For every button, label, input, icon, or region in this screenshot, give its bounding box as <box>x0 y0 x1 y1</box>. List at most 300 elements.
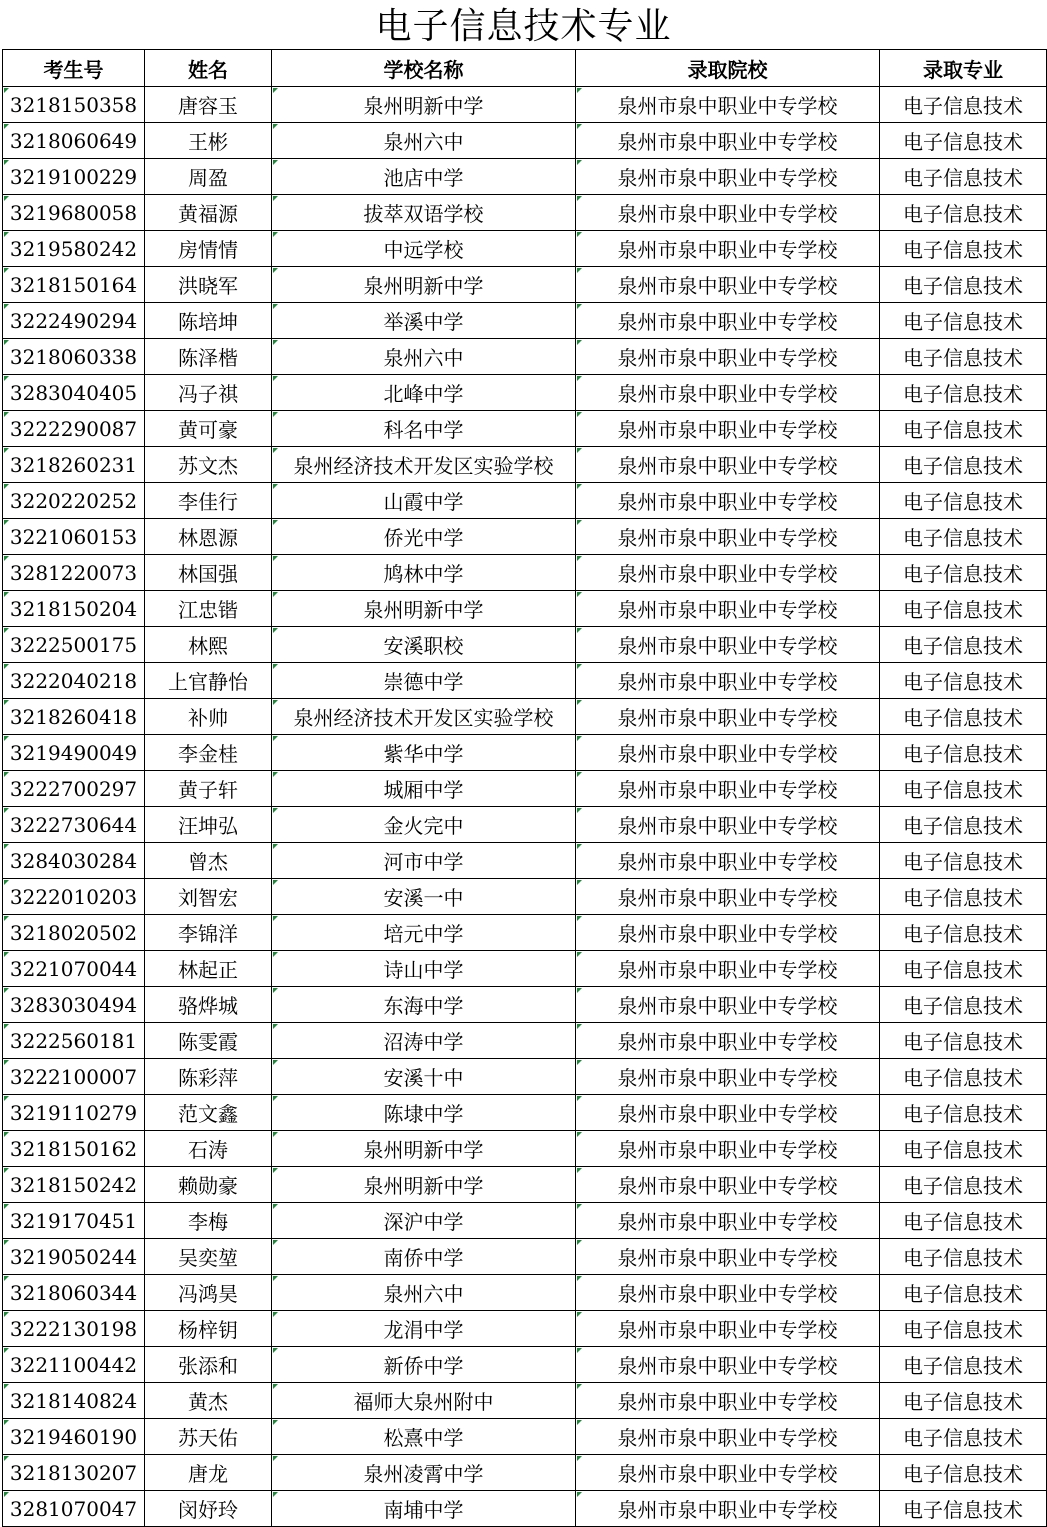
cell-school[interactable] <box>272 1383 576 1419</box>
cell-admitted-school[interactable] <box>576 1239 880 1275</box>
cell-admitted-major[interactable] <box>880 1419 1047 1455</box>
cell-school[interactable] <box>272 1023 576 1059</box>
header-admitted-major[interactable]: 录取专业 <box>880 50 1047 87</box>
cell-name[interactable] <box>145 483 272 519</box>
cell-admitted-school[interactable] <box>576 627 880 663</box>
cell-admitted-school[interactable] <box>576 1455 880 1491</box>
cell-admitted-school[interactable] <box>576 951 880 987</box>
cell-text: 松熹中学 <box>383 1426 464 1450</box>
cell-admitted-major[interactable] <box>880 123 1047 159</box>
table-row <box>3 375 1047 411</box>
cell-exam-id[interactable] <box>3 555 145 591</box>
cell-admitted-school[interactable] <box>576 411 880 447</box>
cell-admitted-school[interactable] <box>576 87 880 123</box>
cell-text: 林起正 <box>178 958 238 982</box>
cell-admitted-school[interactable] <box>576 1059 880 1095</box>
error-indicator-icon <box>273 1456 278 1461</box>
cell-exam-id[interactable] <box>3 159 145 195</box>
cell-name[interactable] <box>145 1095 272 1131</box>
header-school[interactable]: 学校名称 <box>272 50 576 87</box>
table-row <box>3 1167 1047 1203</box>
cell-school[interactable] <box>272 267 576 303</box>
cell-name[interactable] <box>145 231 272 267</box>
cell-name[interactable] <box>145 1131 272 1167</box>
cell-exam-id[interactable] <box>3 663 145 699</box>
cell-exam-id[interactable] <box>3 1311 145 1347</box>
cell-admitted-major[interactable] <box>880 267 1047 303</box>
cell-name[interactable] <box>145 339 272 375</box>
cell-exam-id[interactable] <box>3 195 145 231</box>
cell-name[interactable] <box>145 771 272 807</box>
cell-admitted-school[interactable] <box>576 1347 880 1383</box>
cell-admitted-school[interactable] <box>576 1275 880 1311</box>
cell-name[interactable] <box>145 87 272 123</box>
error-indicator-icon <box>273 1492 278 1497</box>
cell-school[interactable] <box>272 1491 576 1527</box>
cell-name[interactable] <box>145 879 272 915</box>
cell-school[interactable] <box>272 1419 576 1455</box>
cell-exam-id[interactable] <box>3 807 145 843</box>
cell-name[interactable] <box>145 1203 272 1239</box>
cell-exam-id[interactable] <box>3 627 145 663</box>
cell-admitted-school[interactable] <box>576 555 880 591</box>
cell-school[interactable] <box>272 735 576 771</box>
cell-admitted-school[interactable] <box>576 1491 880 1527</box>
cell-admitted-school[interactable] <box>576 771 880 807</box>
cell-admitted-major[interactable] <box>880 519 1047 555</box>
cell-exam-id[interactable] <box>3 1419 145 1455</box>
cell-admitted-school[interactable] <box>576 1203 880 1239</box>
cell-exam-id[interactable] <box>3 699 145 735</box>
cell-school[interactable] <box>272 519 576 555</box>
cell-text: 汪坤弘 <box>178 814 238 838</box>
cell-name[interactable] <box>145 1419 272 1455</box>
cell-text: 骆烨城 <box>178 994 238 1018</box>
cell-exam-id[interactable] <box>3 735 145 771</box>
table-row <box>3 915 1047 951</box>
cell-admitted-school[interactable] <box>576 699 880 735</box>
cell-text: 3219110279 <box>9 1100 138 1125</box>
cell-admitted-school[interactable] <box>576 1383 880 1419</box>
cell-admitted-major[interactable] <box>880 339 1047 375</box>
cell-name[interactable] <box>145 303 272 339</box>
cell-text: 池店中学 <box>383 166 464 190</box>
error-indicator-icon <box>4 592 9 597</box>
cell-admitted-major[interactable] <box>880 1167 1047 1203</box>
error-indicator-icon <box>577 412 582 417</box>
cell-text: 电子信息技术 <box>903 922 1023 946</box>
cell-admitted-major[interactable] <box>880 303 1047 339</box>
cell-text: 电子信息技术 <box>903 1318 1023 1342</box>
cell-text: 安溪职校 <box>383 634 464 658</box>
cell-admitted-major[interactable] <box>880 1455 1047 1491</box>
cell-school[interactable] <box>272 1203 576 1239</box>
cell-name[interactable] <box>145 519 272 555</box>
cell-text: 泉州市泉中职业中专学校 <box>617 346 838 370</box>
cell-school[interactable] <box>272 1131 576 1167</box>
cell-exam-id[interactable] <box>3 1347 145 1383</box>
cell-text: 南侨中学 <box>383 1246 464 1270</box>
cell-text: 紫华中学 <box>383 742 464 766</box>
cell-text: 3222700297 <box>9 776 138 801</box>
cell-name[interactable] <box>145 195 272 231</box>
error-indicator-icon <box>4 916 9 921</box>
cell-admitted-school[interactable] <box>576 447 880 483</box>
cell-admitted-major[interactable] <box>880 1275 1047 1311</box>
cell-text: 苏文杰 <box>178 454 238 478</box>
cell-school[interactable] <box>272 303 576 339</box>
cell-school[interactable] <box>272 843 576 879</box>
error-indicator-icon <box>273 124 278 129</box>
cell-school[interactable] <box>272 123 576 159</box>
cell-text: 泉州市泉中职业中专学校 <box>617 526 838 550</box>
cell-school[interactable] <box>272 339 576 375</box>
cell-admitted-major[interactable] <box>880 771 1047 807</box>
error-indicator-icon <box>273 196 278 201</box>
error-indicator-icon <box>577 1384 582 1389</box>
cell-text: 电子信息技术 <box>903 1210 1023 1234</box>
cell-name[interactable] <box>145 627 272 663</box>
table-row <box>3 303 1047 339</box>
header-admitted-school[interactable]: 录取院校 <box>576 50 880 87</box>
cell-text: 李佳行 <box>178 490 238 514</box>
cell-admitted-school[interactable] <box>576 663 880 699</box>
cell-admitted-school[interactable] <box>576 375 880 411</box>
cell-admitted-school[interactable] <box>576 1167 880 1203</box>
cell-name[interactable] <box>145 411 272 447</box>
error-indicator-icon <box>273 376 278 381</box>
cell-exam-id[interactable] <box>3 987 145 1023</box>
cell-text: 泉州市泉中职业中专学校 <box>617 1498 838 1522</box>
error-indicator-icon <box>4 880 9 885</box>
cell-name[interactable] <box>145 1347 272 1383</box>
cell-admitted-school[interactable] <box>576 303 880 339</box>
cell-name[interactable] <box>145 1311 272 1347</box>
cell-exam-id[interactable] <box>3 1095 145 1131</box>
cell-name[interactable] <box>145 375 272 411</box>
cell-admitted-school[interactable] <box>576 987 880 1023</box>
cell-text: 范文鑫 <box>178 1102 238 1126</box>
cell-school[interactable] <box>272 663 576 699</box>
cell-exam-id[interactable] <box>3 1059 145 1095</box>
cell-admitted-major[interactable] <box>880 483 1047 519</box>
cell-admitted-school[interactable] <box>576 591 880 627</box>
cell-admitted-school[interactable] <box>576 843 880 879</box>
cell-exam-id[interactable] <box>3 123 145 159</box>
cell-text: 山霞中学 <box>383 490 464 514</box>
cell-admitted-school[interactable] <box>576 231 880 267</box>
cell-text: 电子信息技术 <box>903 598 1023 622</box>
cell-exam-id[interactable] <box>3 447 145 483</box>
cell-exam-id[interactable] <box>3 591 145 627</box>
cell-exam-id[interactable] <box>3 231 145 267</box>
error-indicator-icon <box>577 1024 582 1029</box>
cell-school[interactable] <box>272 1167 576 1203</box>
cell-school[interactable] <box>272 1059 576 1095</box>
error-indicator-icon <box>4 1060 9 1065</box>
cell-admitted-school[interactable] <box>576 1419 880 1455</box>
cell-name[interactable] <box>145 735 272 771</box>
cell-name[interactable] <box>145 1167 272 1203</box>
cell-school[interactable] <box>272 1239 576 1275</box>
cell-text: 3281220073 <box>9 560 138 585</box>
cell-admitted-school[interactable] <box>576 519 880 555</box>
cell-admitted-school[interactable] <box>576 879 880 915</box>
cell-admitted-school[interactable] <box>576 339 880 375</box>
cell-admitted-major[interactable] <box>880 1023 1047 1059</box>
header-exam-id[interactable]: 考生号 <box>3 50 145 87</box>
cell-name[interactable] <box>145 1239 272 1275</box>
error-indicator-icon <box>4 1456 9 1461</box>
cell-admitted-school[interactable] <box>576 1311 880 1347</box>
cell-exam-id[interactable] <box>3 843 145 879</box>
cell-admitted-major[interactable] <box>880 159 1047 195</box>
cell-name[interactable] <box>145 951 272 987</box>
cell-exam-id[interactable] <box>3 1203 145 1239</box>
cell-admitted-school[interactable] <box>576 195 880 231</box>
cell-school[interactable] <box>272 411 576 447</box>
cell-text: 泉州市泉中职业中专学校 <box>617 310 838 334</box>
error-indicator-icon <box>577 1420 582 1425</box>
cell-admitted-major[interactable] <box>880 1491 1047 1527</box>
cell-admitted-major[interactable] <box>880 915 1047 951</box>
cell-school[interactable] <box>272 447 576 483</box>
cell-admitted-major[interactable] <box>880 375 1047 411</box>
cell-admitted-major[interactable] <box>880 951 1047 987</box>
cell-text: 闵妤玲 <box>178 1498 238 1522</box>
cell-school[interactable] <box>272 987 576 1023</box>
cell-exam-id[interactable] <box>3 879 145 915</box>
error-indicator-icon <box>273 160 278 165</box>
cell-admitted-major[interactable] <box>880 735 1047 771</box>
cell-admitted-major[interactable] <box>880 87 1047 123</box>
cell-admitted-school[interactable] <box>576 1131 880 1167</box>
cell-text: 东海中学 <box>383 994 464 1018</box>
cell-admitted-major[interactable] <box>880 879 1047 915</box>
cell-exam-id[interactable] <box>3 519 145 555</box>
table-row <box>3 1131 1047 1167</box>
cell-exam-id[interactable] <box>3 375 145 411</box>
cell-text: 城厢中学 <box>383 778 464 802</box>
cell-name[interactable] <box>145 807 272 843</box>
cell-admitted-school[interactable] <box>576 1095 880 1131</box>
cell-school[interactable] <box>272 159 576 195</box>
error-indicator-icon <box>577 484 582 489</box>
cell-admitted-major[interactable] <box>880 1311 1047 1347</box>
cell-exam-id[interactable] <box>3 267 145 303</box>
cell-text: 3218060344 <box>9 1280 138 1305</box>
cell-text: 泉州市泉中职业中专学校 <box>617 1318 838 1342</box>
cell-admitted-major[interactable] <box>880 843 1047 879</box>
error-indicator-icon <box>4 1240 9 1245</box>
cell-exam-id[interactable] <box>3 483 145 519</box>
cell-name[interactable] <box>145 1455 272 1491</box>
cell-school[interactable] <box>272 1095 576 1131</box>
cell-school[interactable] <box>272 1347 576 1383</box>
error-indicator-icon <box>4 952 9 957</box>
cell-admitted-major[interactable] <box>880 231 1047 267</box>
cell-exam-id[interactable] <box>3 1383 145 1419</box>
cell-text: 3283030494 <box>9 992 138 1017</box>
cell-exam-id[interactable] <box>3 915 145 951</box>
cell-name[interactable] <box>145 1383 272 1419</box>
cell-text: 鸠林中学 <box>383 562 464 586</box>
cell-exam-id[interactable] <box>3 303 145 339</box>
error-indicator-icon <box>273 844 278 849</box>
error-indicator-icon <box>273 880 278 885</box>
cell-name[interactable] <box>145 843 272 879</box>
cell-school[interactable] <box>272 231 576 267</box>
cell-name[interactable] <box>145 699 272 735</box>
cell-admitted-school[interactable] <box>576 915 880 951</box>
cell-name[interactable] <box>145 1059 272 1095</box>
cell-exam-id[interactable] <box>3 1275 145 1311</box>
table-row <box>3 951 1047 987</box>
cell-text: 泉州六中 <box>383 1282 464 1306</box>
cell-name[interactable] <box>145 987 272 1023</box>
cell-school[interactable] <box>272 807 576 843</box>
cell-admitted-major[interactable] <box>880 1239 1047 1275</box>
cell-exam-id[interactable] <box>3 771 145 807</box>
error-indicator-icon <box>4 736 9 741</box>
cell-admitted-major[interactable] <box>880 699 1047 735</box>
error-indicator-icon <box>577 664 582 669</box>
cell-text: 电子信息技术 <box>903 382 1023 406</box>
error-indicator-icon <box>273 1024 278 1029</box>
cell-text: 3281070047 <box>9 1496 138 1521</box>
cell-exam-id[interactable] <box>3 1023 145 1059</box>
cell-text: 泉州市泉中职业中专学校 <box>617 1174 838 1198</box>
cell-school[interactable] <box>272 1455 576 1491</box>
error-indicator-icon <box>273 412 278 417</box>
cell-admitted-school[interactable] <box>576 123 880 159</box>
cell-school[interactable] <box>272 915 576 951</box>
cell-name[interactable] <box>145 591 272 627</box>
cell-admitted-major[interactable] <box>880 807 1047 843</box>
table-row <box>3 771 1047 807</box>
cell-name[interactable] <box>145 159 272 195</box>
cell-admitted-major[interactable] <box>880 1383 1047 1419</box>
cell-name[interactable] <box>145 123 272 159</box>
cell-admitted-major[interactable] <box>880 627 1047 663</box>
cell-admitted-school[interactable] <box>576 267 880 303</box>
cell-exam-id[interactable] <box>3 1167 145 1203</box>
error-indicator-icon <box>273 736 278 741</box>
cell-name[interactable] <box>145 663 272 699</box>
header-name[interactable]: 姓名 <box>145 50 272 87</box>
cell-admitted-major[interactable] <box>880 1059 1047 1095</box>
cell-name[interactable] <box>145 555 272 591</box>
cell-admitted-school[interactable] <box>576 1023 880 1059</box>
error-indicator-icon <box>577 1060 582 1065</box>
cell-school[interactable] <box>272 483 576 519</box>
cell-admitted-major[interactable] <box>880 195 1047 231</box>
cell-school[interactable] <box>272 375 576 411</box>
cell-admitted-major[interactable] <box>880 447 1047 483</box>
cell-exam-id[interactable] <box>3 1131 145 1167</box>
cell-text: 电子信息技术 <box>903 994 1023 1018</box>
cell-name[interactable] <box>145 1491 272 1527</box>
table-row <box>3 195 1047 231</box>
cell-exam-id[interactable] <box>3 339 145 375</box>
cell-admitted-major[interactable] <box>880 1095 1047 1131</box>
cell-school[interactable] <box>272 879 576 915</box>
cell-text: 泉州市泉中职业中专学校 <box>617 778 838 802</box>
cell-text: 泉州市泉中职业中专学校 <box>617 562 838 586</box>
cell-school[interactable] <box>272 699 576 735</box>
cell-admitted-major[interactable] <box>880 1347 1047 1383</box>
cell-admitted-school[interactable] <box>576 159 880 195</box>
cell-school[interactable] <box>272 627 576 663</box>
cell-name[interactable] <box>145 1275 272 1311</box>
error-indicator-icon <box>273 232 278 237</box>
cell-text: 电子信息技术 <box>903 1354 1023 1378</box>
cell-admitted-major[interactable] <box>880 1131 1047 1167</box>
cell-school[interactable] <box>272 1311 576 1347</box>
cell-exam-id[interactable] <box>3 87 145 123</box>
cell-admitted-major[interactable] <box>880 555 1047 591</box>
cell-admitted-major[interactable] <box>880 663 1047 699</box>
cell-exam-id[interactable] <box>3 411 145 447</box>
error-indicator-icon <box>273 1348 278 1353</box>
error-indicator-icon <box>4 304 9 309</box>
cell-exam-id[interactable] <box>3 951 145 987</box>
cell-text: 北峰中学 <box>383 382 464 406</box>
cell-text: 冯子祺 <box>178 382 238 406</box>
cell-text: 泉州市泉中职业中专学校 <box>617 634 838 658</box>
cell-exam-id[interactable] <box>3 1455 145 1491</box>
cell-exam-id[interactable] <box>3 1239 145 1275</box>
cell-admitted-major[interactable] <box>880 987 1047 1023</box>
cell-school[interactable] <box>272 555 576 591</box>
cell-admitted-school[interactable] <box>576 483 880 519</box>
cell-admitted-major[interactable] <box>880 591 1047 627</box>
cell-text: 泉州市泉中职业中专学校 <box>617 1066 838 1090</box>
cell-exam-id[interactable] <box>3 1491 145 1527</box>
cell-text: 林恩源 <box>178 526 238 550</box>
cell-name[interactable] <box>145 1023 272 1059</box>
cell-admitted-major[interactable] <box>880 411 1047 447</box>
cell-text: 沼涛中学 <box>383 1030 464 1054</box>
cell-text: 泉州市泉中职业中专学校 <box>617 922 838 946</box>
cell-text: 苏天佑 <box>178 1426 238 1450</box>
cell-text: 电子信息技术 <box>903 1138 1023 1162</box>
cell-name[interactable] <box>145 447 272 483</box>
error-indicator-icon <box>577 196 582 201</box>
cell-name[interactable] <box>145 915 272 951</box>
cell-school[interactable] <box>272 1275 576 1311</box>
error-indicator-icon <box>4 1096 9 1101</box>
error-indicator-icon <box>273 1312 278 1317</box>
cell-school[interactable] <box>272 195 576 231</box>
cell-text: 3221100442 <box>9 1352 138 1377</box>
error-indicator-icon <box>4 520 9 525</box>
error-indicator-icon <box>273 1420 278 1425</box>
cell-name[interactable] <box>145 267 272 303</box>
cell-school[interactable] <box>272 87 576 123</box>
cell-school[interactable] <box>272 771 576 807</box>
cell-text: 泉州市泉中职业中专学校 <box>617 166 838 190</box>
error-indicator-icon <box>577 1240 582 1245</box>
cell-school[interactable] <box>272 591 576 627</box>
cell-admitted-major[interactable] <box>880 1203 1047 1239</box>
cell-admitted-school[interactable] <box>576 735 880 771</box>
table-row <box>3 159 1047 195</box>
cell-text: 电子信息技术 <box>903 1030 1023 1054</box>
table-row <box>3 807 1047 843</box>
cell-school[interactable] <box>272 951 576 987</box>
cell-admitted-school[interactable] <box>576 807 880 843</box>
